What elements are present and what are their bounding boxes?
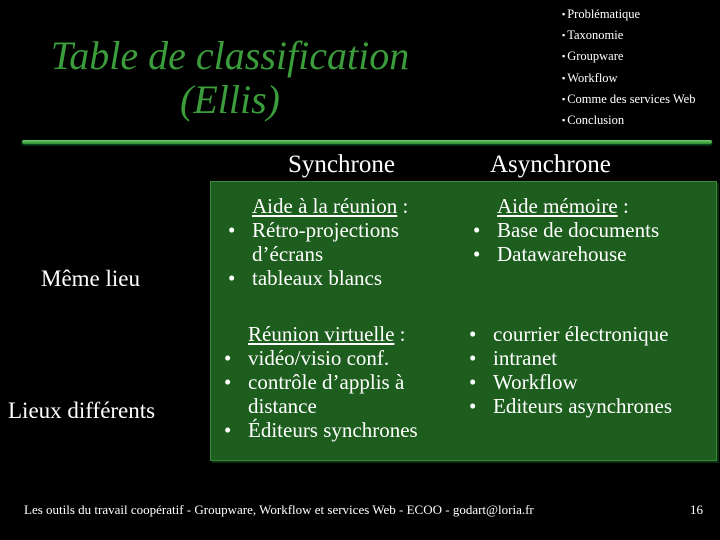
outline-item: ▪ Workflow [562, 68, 720, 89]
cell-bullet: • Éditeurs synchrones [218, 418, 458, 442]
column-header-asynchrone: Asynchrone [490, 151, 611, 178]
row-header-lieux-differents: Lieux différents [8, 398, 156, 423]
slide-title [20, 34, 440, 122]
cell-heading: Aide à la réunion : [252, 194, 409, 218]
cell-different-places-async [463, 322, 713, 418]
title-divider [22, 140, 712, 144]
outline-item: ▪ Comme des services Web [562, 89, 720, 110]
row-header-meme-lieu: Même lieu [41, 266, 140, 291]
cell-bullet: • Workflow [463, 370, 713, 394]
cell-same-place-async [467, 194, 712, 266]
outline-item: ▪ Problématique [562, 4, 720, 25]
column-header-synchrone: Synchrone [288, 151, 395, 178]
cell-bullet: • Rétro-projections d’écrans [222, 218, 452, 266]
outline-item: ▪ Conclusion [562, 110, 720, 131]
outline-list [562, 4, 720, 131]
cell-bullet: • vidéo/visio conf. [218, 346, 458, 370]
title-line-1: Table de classification [50, 33, 410, 78]
cell-heading: Réunion virtuelle : [248, 322, 406, 346]
cell-different-places-sync [218, 322, 458, 442]
outline-item: ▪ Groupware [562, 46, 720, 67]
cell-bullet: • contrôle d’applis à distance [218, 370, 458, 418]
cell-heading: Aide mémoire : [497, 194, 629, 218]
cell-same-place-sync [222, 194, 452, 290]
cell-bullet: • intranet [463, 346, 713, 370]
title-line-2: (Ellis) [180, 77, 280, 122]
outline-item: ▪ Taxonomie [562, 25, 720, 46]
cell-bullet: • tableaux blancs [222, 266, 452, 290]
cell-bullet: • Base de documents [467, 218, 712, 242]
page-number: 16 [690, 502, 703, 517]
cell-bullet: • Datawarehouse [467, 242, 712, 266]
cell-bullet: • courrier électronique [463, 322, 713, 346]
slide-footer: Les outils du travail coopératif - Groupware, Workflow et services Web - ECOO - godart@loria.fr [24, 502, 534, 517]
cell-bullet: • Editeurs asynchrones [463, 394, 713, 418]
